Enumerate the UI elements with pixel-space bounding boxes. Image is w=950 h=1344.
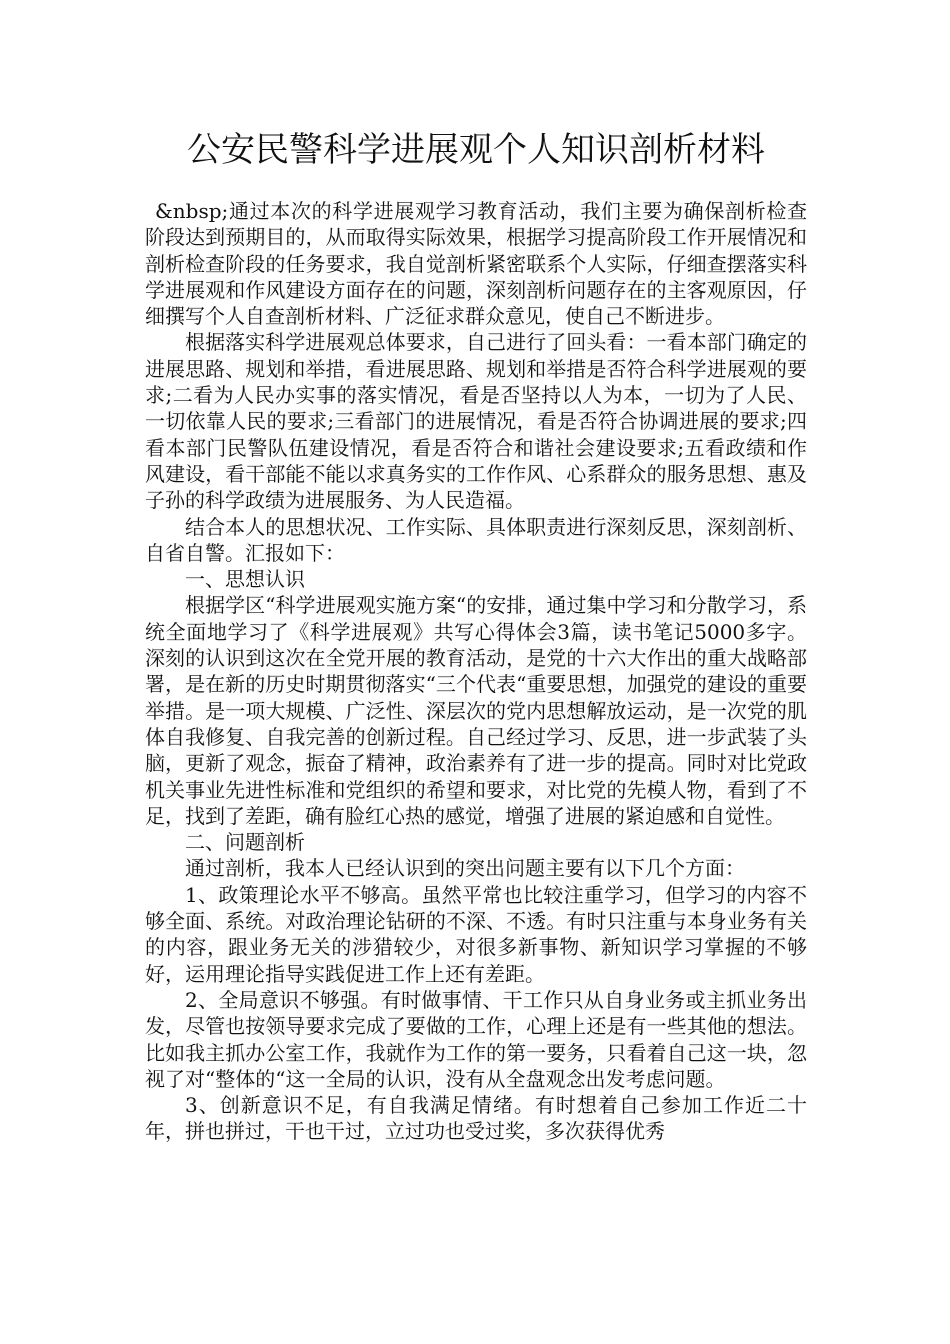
- paragraph-review: 根据落实科学进展观总体要求，自己进行了回头看：一看本部门确定的进展思路、规划和举措，看进展思路、规划和举措是否符合科学进展观的要求;二看为人民办实事的落实情况，看是否坚持以人为本，一切为了人民、一切依靠人民的要求;三看部门的进展情况，看是否符合协调进展的要求;四看本部门民警队伍建设情况，看是否符合和谐社会建设要求;五看政绩和作风建设，看干部能不能以求真务实的工作作风、心系群众的服务思想、惠及子孙的科学政绩为进展服务、为人民造福。: [145, 330, 807, 513]
- paragraph-intro: &nbsp;通过本次的科学进展观学习教育活动，我们主要为确保剖析检查阶段达到预期目的，从而取得实际效果，根据学习提高阶段工作开展情况和剖析检查阶段的任务要求，我自觉剖析紧密联系个人实际，仔细查摆落实科学进展观和作风建设方面存在的问题，深刻剖析问题存在的主客观原因，仔细撰写个人自查剖析材料、广泛征求群众意见，使自己不断进步。: [145, 199, 807, 329]
- section-heading-problems: 二、问题剖析: [185, 830, 305, 855]
- paragraph-problem-2: 2、全局意识不够强。有时做事情、干工作只从自身业务或主抓业务出发，尽管也按领导要求完成了要做的工作，心理上还是有一些其他的想法。比如我主抓办公室工作，我就作为工作的第一要务，只看着自己这一块，忽视了对“整体的“这一全局的认识，没有从全盘观念出发考虑问题。: [145, 987, 807, 1091]
- paragraph-problem-1: 1、政策理论水平不够高。虽然平常也比较注重学习，但学习的内容不够全面、系统。对政治理论钻研的不深、不透。有时只注重与本身业务有关的内容，跟业务无关的涉猎较少，对很多新事物、新知识学习掌握的不够好，运用理论指导实践促进工作上还有差距。: [145, 882, 807, 986]
- paragraph-problems-intro: 通过剖析，我本人已经认识到的突出问题主要有以下几个方面：: [185, 856, 745, 881]
- document-title: 公安民警科学进展观个人知识剖析材料: [187, 130, 765, 170]
- paragraph-reflection: 结合本人的思想状况、工作实际、具体职责进行深刻反思，深刻剖析、自省自警。汇报如下：: [145, 514, 807, 565]
- paragraph-thinking: 根据学区“科学进展观实施方案“的安排，通过集中学习和分散学习，系统全面地学习了《科学进展观》共写心得体会3篇，读书笔记5000多字。深刻的认识到这次在全党开展的教育活动，是党的十六大作出的重大战略部署，是在新的历史时期贯彻落实“三个代表“重要思想，加强党的建设的重要举措。是一项大规模、广泛性、深层次的党内思想解放运动，是一次党的肌体自我修复、自我完善的创新过程。自己经过学习、反思，进一步武装了头脑，更新了观念，振奋了精神，政治素养有了进一步的提高。同时对比党政机关事业先进性标准和党组织的希望和要求，对比党的先模人物，看到了不足，找到了差距，确有脸红心热的感觉，增强了进展的紧迫感和自觉性。: [145, 593, 807, 828]
- document-body: [145, 198, 807, 1145]
- section-heading-thinking: 一、思想认识: [185, 567, 305, 592]
- paragraph-problem-3: 3、创新意识不足，有自我满足情绪。有时想着自己参加工作近二十年，拼也拼过，干也干过，立过功也受过奖，多次获得优秀: [145, 1093, 807, 1144]
